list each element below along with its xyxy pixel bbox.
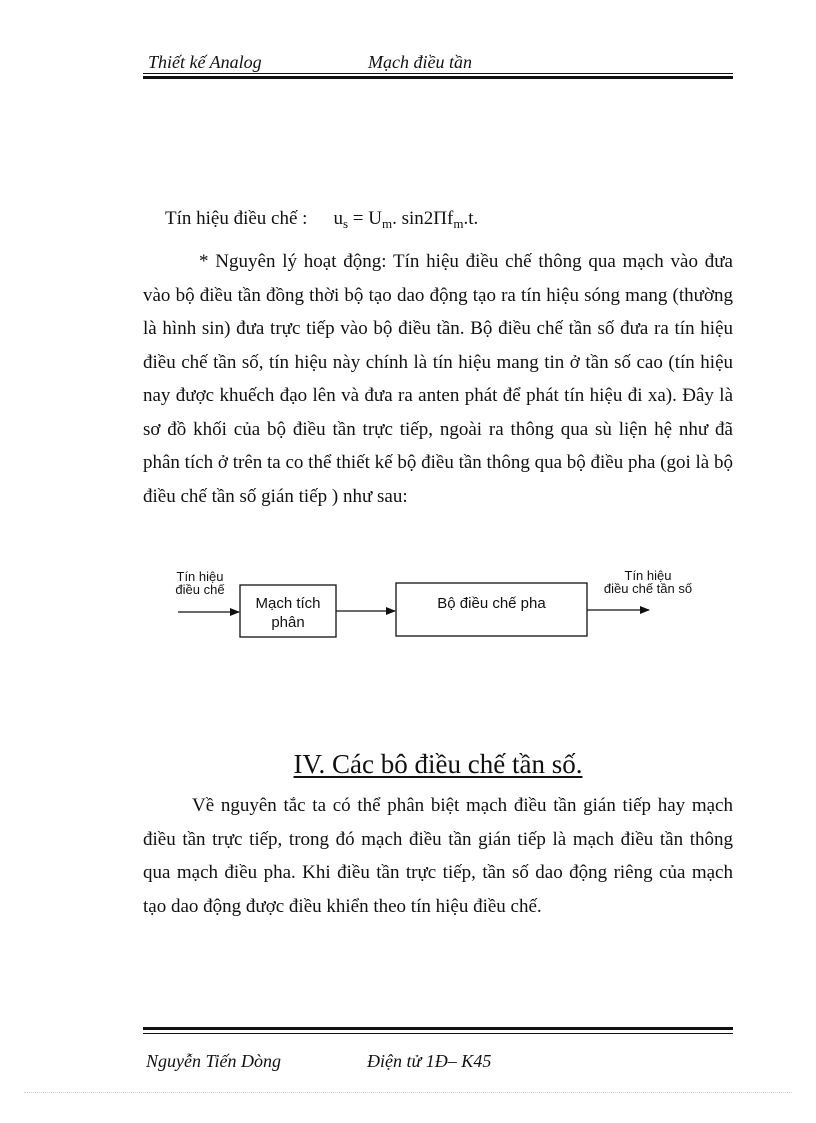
header-left: Thiết kế Analog xyxy=(148,52,262,72)
formula-end: .t. xyxy=(463,208,479,229)
output-signal-label: Tín hiệu điều chế tần số xyxy=(603,568,693,596)
box-phase-modulator-label: Bộ điều chế pha xyxy=(437,595,546,612)
box-integrator-label: Mạch tích phân xyxy=(255,595,321,631)
formula-line xyxy=(165,208,478,232)
header-rule-thick xyxy=(143,76,733,79)
footer-rule-thick xyxy=(143,1027,733,1030)
paragraph-operating-principle: * Nguyên lý hoạt động: Tín hiệu điều chế thông qua mạch vào đưa vào bộ điều tần đồng thời bộ tạo dao động tạo ra tín hiệu sóng mang (thường là hình sin) đưa trực tiếp vào bộ điều tần. Bộ điều chế tần số đưa ra tín hiệu điều chế tần số, tín hiệu này chính là tín hiệu mang tin ở tần số cao (tín hiệu nay được khuếch đạo lên và đưa ra anten phát để phát tín hiệu đi xa). Đây là sơ đồ khối của bộ điều tần trực tiếp, ngoài ra thông qua sù liện hệ như đã phân tích ở trên ta co thể thiết kế bộ điều tần thông qua bộ điều pha (goi là bộ điều chế tần số gián tiếp ) như sau: xyxy=(143,251,733,507)
formula-eq: = U xyxy=(348,208,382,229)
header-right: Mạch điều tần xyxy=(368,52,472,72)
header-rule-thin xyxy=(143,73,733,74)
page-bottom-divider xyxy=(24,1092,792,1093)
footer-left: Nguyễn Tiến Dòng xyxy=(146,1051,281,1071)
section-heading: IV. Các bô điều chế tần số. xyxy=(293,749,583,779)
formula-u: u xyxy=(333,208,343,229)
formula-u-sub: s xyxy=(342,216,349,231)
input-signal-label: Tín hiệu điều chế xyxy=(175,569,225,597)
formula-label: Tín hiệu điều chế : xyxy=(165,208,308,229)
paragraph-modulators: Về nguyên tắc ta có thể phân biệt mạch điều tần gián tiếp hay mạch điều tần trực tiếp, trong đó mạch điều tần gián tiếp là mạch điều tần thông qua mạch điều pha. Khi điều tần trực tiếp, tần số dao động riêng của mạch tạo dao động được điều khiển theo tín hiệu điều chế. xyxy=(143,795,733,917)
formula-mid: . sin2Πf xyxy=(392,208,454,229)
footer-rule-thin xyxy=(143,1033,733,1034)
formula-f-sub: m xyxy=(453,216,464,231)
formula-U-sub: m xyxy=(381,216,393,231)
footer-right: Điện tử 1Đ– K45 xyxy=(367,1051,492,1071)
